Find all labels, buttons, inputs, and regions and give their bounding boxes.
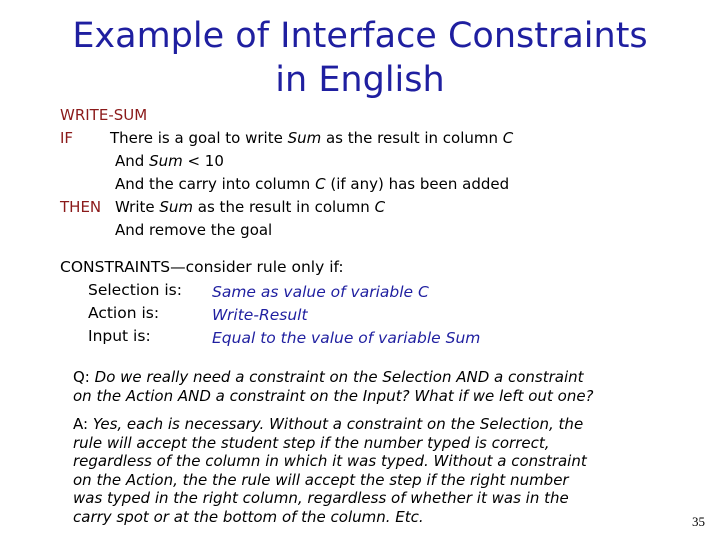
var-c: C: [502, 129, 514, 147]
question-line-2: on the Action AND a constraint on the Input? What if we left out one?: [73, 386, 594, 405]
answer-line-3: regardless of the column in which it was typed. Without a constraint: [73, 452, 587, 470]
constraint-label-selection: Selection is:: [88, 281, 182, 299]
slide-title-line-1: Example of Interface Constraints: [72, 16, 648, 56]
answer-line-2: rule will accept the student step if the number typed is correct,: [73, 433, 550, 452]
answer-line-5: was typed in the right column, regardless of whether it was in the: [73, 489, 569, 507]
question-paragraph: [73, 368, 594, 405]
rule-line-5: And remove the goal: [115, 221, 273, 239]
if-keyword: IF: [60, 129, 74, 147]
answer-paragraph: [73, 415, 587, 526]
constraint-label-action: Action is:: [88, 304, 160, 322]
answer-line-1: A: Yes, each is necessary. Without a constraint on the Selection, the: [73, 415, 584, 433]
rule-line-2: And Sum < 10: [115, 152, 224, 170]
rule-line-4: Write Sum as the result in column C: [115, 198, 386, 216]
var-c: C: [315, 175, 326, 193]
rule-name: WRITE-SUM: [60, 106, 148, 124]
slide-title: [40, 14, 680, 102]
answer-label: A:: [73, 415, 89, 433]
then-keyword: THEN: [60, 198, 102, 216]
constraint-value-selection: Same as value of variable C: [212, 283, 429, 301]
slide-title-line-2: in English: [275, 60, 445, 100]
constraint-value-input: Equal to the value of variable Sum: [212, 329, 481, 347]
answer-line-6: carry spot or at the bottom of the column. Etc.: [73, 507, 424, 526]
constraint-label-input: Input is:: [88, 327, 151, 345]
var-sum: Sum: [159, 198, 194, 216]
page-number: 35: [692, 514, 705, 529]
constraint-value-action: Write-Result: [212, 306, 308, 324]
var-c: C: [374, 198, 386, 216]
var-sum: Sum: [149, 152, 183, 170]
rule-line-3: And the carry into column C (if any) has been added: [115, 175, 510, 193]
answer-line-4: on the Action, the the rule will accept the step if the right number: [73, 470, 569, 489]
question-label: Q:: [73, 368, 90, 386]
rule-line-1: There is a goal to write Sum as the result in column C: [110, 129, 514, 147]
question-line-1: Q: Do we really need a constraint on the Selection AND a constraint: [73, 368, 584, 386]
constraints-heading: CONSTRAINTS—consider rule only if:: [60, 258, 344, 276]
var-sum: Sum: [287, 129, 322, 147]
